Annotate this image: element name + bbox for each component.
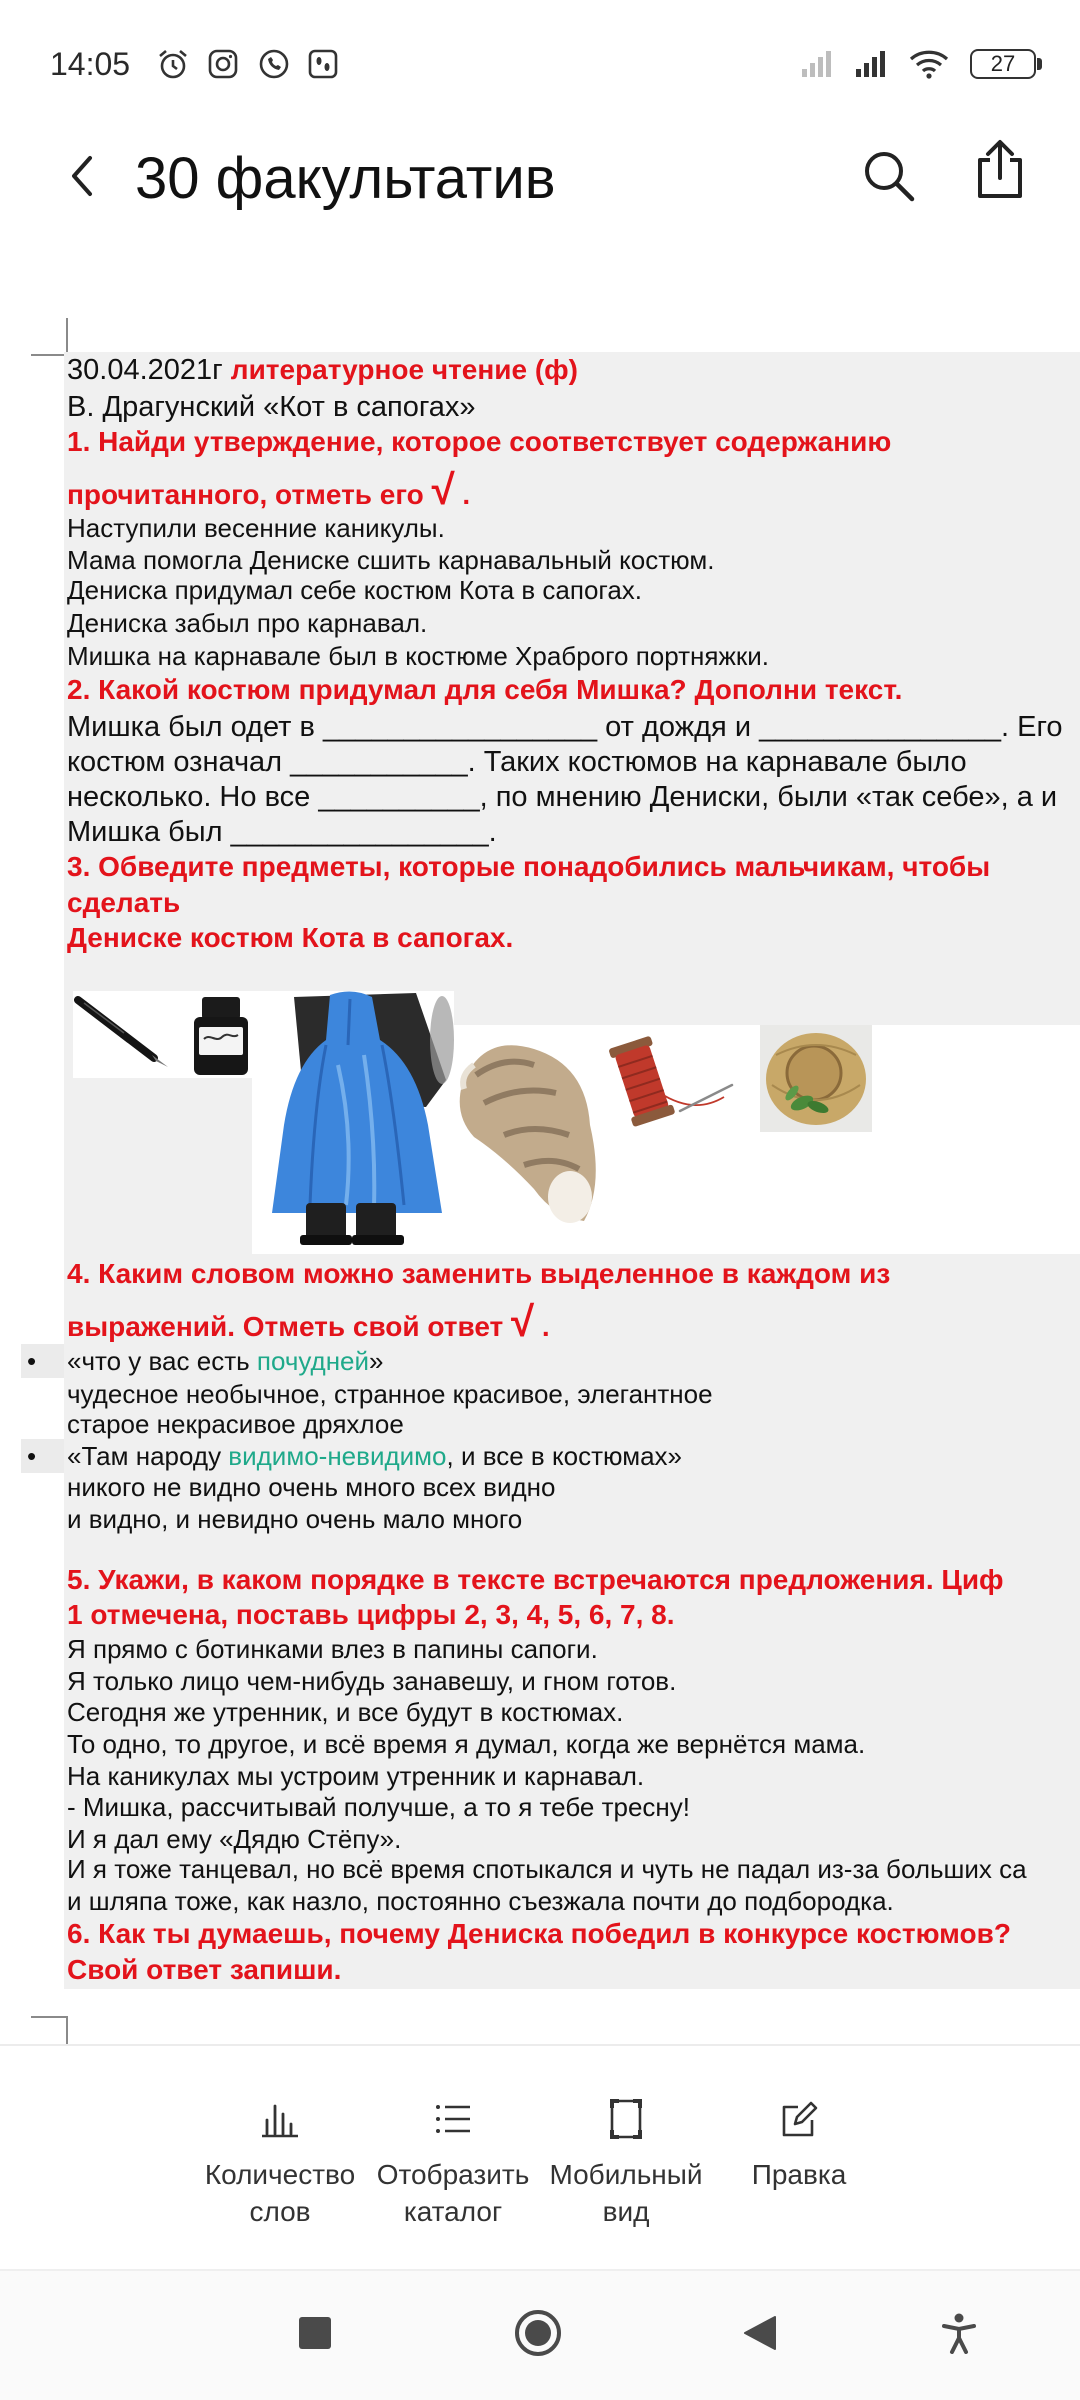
instagram-icon xyxy=(206,47,240,81)
task1-statement: Мама помогла Дениске сшить карнавальный костюм. xyxy=(67,545,715,575)
mobile-view-button[interactable] xyxy=(540,2096,712,2246)
mobile-view-icon xyxy=(603,2096,649,2142)
no-sim-signal-icon xyxy=(800,49,836,79)
task1-statement: Мишка на карнавале был в костюме Храброго портняжки. xyxy=(67,641,769,671)
toolbar-label: Количество xyxy=(204,2159,356,2190)
back-triangle-icon[interactable] xyxy=(741,2315,779,2351)
task6-title: 6. Как ты думаешь, почему Дениска победил в конкурсе костюмов? xyxy=(67,1918,1011,1949)
toolbar-label: Отобразить xyxy=(376,2159,530,2190)
task1-statement: Дениска забыл про карнавал. xyxy=(67,608,428,638)
task5-sentence: Я прямо с ботинками влез в папины сапоги. xyxy=(67,1634,598,1664)
task5-sentence: И я тоже танцевал, но всё время спотыкался и чуть не падал из-за больших са xyxy=(67,1854,1027,1884)
list-bullet: • xyxy=(21,1439,64,1473)
list-bullet: • xyxy=(21,1344,64,1378)
battery-nub xyxy=(1037,58,1042,70)
check-mark: √ xyxy=(511,1298,535,1345)
battery-icon xyxy=(970,49,1036,79)
task4-options: старое некрасивое дряхлое xyxy=(67,1409,404,1439)
check-mark: √ xyxy=(431,466,455,513)
toolbar-label: Мобильный xyxy=(549,2159,703,2190)
expression-text: «Там народу xyxy=(67,1441,229,1471)
task5-sentence: - Мишка, рассчитывай получше, а то я тебе тресну! xyxy=(67,1792,691,1822)
signal-icon xyxy=(854,49,890,79)
crop-mark-top xyxy=(31,354,68,356)
toolbar-label: Правка xyxy=(751,2159,847,2190)
show-catalog-button[interactable] xyxy=(367,2096,539,2246)
crop-mark-bottom-vertical xyxy=(66,2016,68,2044)
edit-icon xyxy=(776,2096,822,2142)
task6-title: Свой ответ запиши. xyxy=(67,1954,342,1985)
task4-expression xyxy=(67,1344,1080,1378)
task5-sentence: На каникулах мы устроим утренник и карнавал. xyxy=(67,1761,645,1791)
expression-text: , и все в костюмах» xyxy=(446,1441,682,1471)
task4-title-end: . xyxy=(541,1311,550,1342)
word-count-icon xyxy=(257,2096,303,2142)
page-title: 30 факультатив xyxy=(135,146,556,211)
task4-options: чудесное необычное, странное красивое, элегантное xyxy=(67,1379,713,1409)
expression-text: «что у вас есть xyxy=(67,1346,257,1376)
lesson-subject: литературное чтение (ф) xyxy=(230,354,579,385)
task5-sentence: То одно, то другое, и всё время я думал, когда же вернётся мама. xyxy=(67,1729,866,1759)
task4-expression xyxy=(67,1439,1080,1473)
task5-title: 5. Укажи, в каком порядке в тексте встречаются предложения. Циф xyxy=(67,1564,1004,1595)
app-notification-icon xyxy=(306,47,340,81)
task2-text-line: костюм означал ___________. Таких костюмов на карнавале было xyxy=(67,746,967,778)
chevron-left-icon[interactable] xyxy=(62,152,102,200)
task4-title-text: выражений. Отметь свой ответ xyxy=(67,1311,504,1342)
status-time: 14:05 xyxy=(50,46,131,82)
toolbar-label: слов xyxy=(249,2196,311,2227)
task2-title: 2. Какой костюм придумал для себя Мишка? Дополни текст. xyxy=(67,674,903,705)
task3-pictures xyxy=(64,985,1080,1260)
task2-text-line: Мишка был одет в _________________ от дождя и _______________. Его xyxy=(67,711,1063,743)
toolbar-label: каталог xyxy=(403,2196,503,2227)
crop-mark-bottom xyxy=(31,2016,68,2018)
home-circle-icon[interactable] xyxy=(513,2308,563,2358)
task4-title: 4. Каким словом можно заменить выделенное в каждом из xyxy=(67,1258,891,1289)
phone-app-icon xyxy=(257,47,291,81)
task1-title-text: прочитанного, отметь его xyxy=(67,479,424,510)
task3-title: Дениске костюм Кота в сапогах. xyxy=(67,922,514,953)
task5-sentence: И я дал ему «Дядю Стёпу». xyxy=(67,1824,402,1854)
highlighted-word: почудней xyxy=(256,1346,370,1376)
task3-title: 3. Обведите предметы, которые понадобились мальчикам, чтобы xyxy=(67,851,991,882)
work-title: В. Драгунский «Кот в сапогах» xyxy=(67,391,476,423)
task1-statement: Дениска придумал себе костюм Кота в сапогах. xyxy=(67,575,643,605)
task2-text-line: несколько. Но все __________, по мнению Дениски, были «так себе», а и xyxy=(67,781,1058,813)
accessibility-icon[interactable] xyxy=(940,2312,978,2354)
word-count-button[interactable] xyxy=(194,2096,366,2246)
straw-hat-image xyxy=(760,1025,872,1132)
task5-sentence: Сегодня же утренник, и все будут в костюмах. xyxy=(67,1697,624,1727)
task5-sentence: и шляпа тоже, как назло, постоянно съезжала почти до подбородка. xyxy=(67,1886,894,1916)
highlighted-word: видимо-невидимо xyxy=(228,1441,447,1471)
task4-options: никого не видно очень много всех видно xyxy=(67,1472,556,1502)
search-icon[interactable] xyxy=(860,148,920,204)
task1-title: 1. Найди утверждение, которое соответствует содержанию xyxy=(67,426,892,457)
task1-statement: Наступили весенние каникулы. xyxy=(67,513,445,543)
battery-level: 27 xyxy=(990,51,1016,76)
toolbar-label: вид xyxy=(602,2196,650,2227)
alarm-icon xyxy=(156,47,190,81)
ink-bottle-image xyxy=(194,997,248,1075)
expression-text: » xyxy=(369,1346,384,1376)
wifi-icon xyxy=(909,48,949,80)
date-line xyxy=(67,351,1080,389)
recents-square-icon[interactable] xyxy=(298,2316,332,2350)
task1-title-end: . xyxy=(462,479,471,510)
edit-button[interactable] xyxy=(713,2096,885,2246)
task2-text-line: Мишка был ________________. xyxy=(67,816,497,848)
task4-title-continued xyxy=(67,1297,1080,1347)
lesson-date: 30.04.2021г xyxy=(67,354,223,386)
task1-title-continued xyxy=(67,465,1080,515)
catalog-icon xyxy=(430,2096,476,2142)
share-icon[interactable] xyxy=(972,138,1028,202)
task4-options: и видно, и невидно очень мало много xyxy=(67,1504,523,1534)
task5-sentence: Я только лицо чем-нибудь занавешу, и гном готов. xyxy=(67,1666,677,1696)
task3-title: сделать xyxy=(67,887,181,918)
task5-title: 1 отмечена, поставь цифры 2, 3, 4, 5, 6, 7, 8. xyxy=(67,1599,675,1630)
